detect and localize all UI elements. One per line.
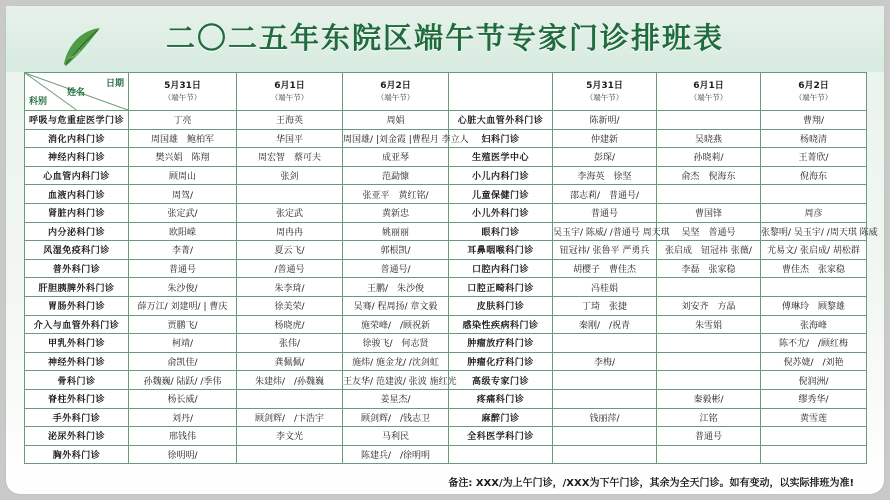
doctor-cell-may31: 周驾/ — [129, 185, 237, 204]
doctor-cell-jun2: 施炜/ 施金龙/ /沈剑虹 — [343, 352, 449, 371]
right-date-3 — [761, 73, 867, 111]
doctor-cell-jun2: 周国雄/ |刘金霞 |曹程月 李立人 — [343, 129, 449, 148]
doctor-cell-jun1: 刘安齐 方晶 — [657, 296, 761, 315]
table-row — [25, 315, 867, 334]
dept-name: 胸外科门诊 — [25, 445, 129, 464]
left-date-2 — [237, 73, 343, 111]
doctor-cell-may31: 徐明明/ — [129, 445, 237, 464]
doctor-cell-jun2: 王友华/ 范建波/ 张波 施红光 — [343, 371, 449, 390]
doctor-cell-jun2: 曹佳杰 张家稳 — [761, 259, 867, 278]
doctor-cell-jun1: 俞杰 倪海东 — [657, 166, 761, 185]
dept-name: 心血管内科门诊 — [25, 166, 129, 185]
table-row — [25, 352, 867, 371]
doctor-cell-jun2: 徐骏飞/ 何志贤 — [343, 334, 449, 353]
doctor-cell-may31: 钮冠祎/ 张鲁平 严勇兵 — [553, 241, 657, 260]
date-label: 6月2日 — [380, 81, 411, 91]
table-row — [25, 129, 867, 148]
table-row — [25, 166, 867, 185]
table-row — [25, 203, 867, 222]
doctor-cell-jun1: 王海英 — [237, 111, 343, 130]
date-sub: （端午节） — [794, 93, 833, 102]
dept-name: 肿瘤放疗科门诊 — [449, 334, 553, 353]
dept-name: 耳鼻咽喉科门诊 — [449, 241, 553, 260]
date-label: 6月1日 — [693, 81, 724, 91]
doctor-cell-jun1: 华国平 — [237, 129, 343, 148]
doctor-cell-jun2: 黄新忠 — [343, 203, 449, 222]
doctor-cell-jun2: 张黎明/ 吴玉宇/ /周天琪 陈威 — [761, 222, 867, 241]
doctor-cell-jun1: 张伟/ — [237, 334, 343, 353]
doctor-cell-may31: 薛万江/ 刘建明/ | 曹庆 — [129, 296, 237, 315]
doctor-cell-may31: 秦刚/ /祝青 — [553, 315, 657, 334]
dept-name: 肾脏内科门诊 — [25, 203, 129, 222]
doctor-cell-may31: 刘丹/ — [129, 408, 237, 427]
left-date-3 — [343, 73, 449, 111]
date-sub: （端午节） — [376, 93, 415, 102]
dept-name — [449, 445, 553, 464]
dept-name: 神经外科门诊 — [25, 352, 129, 371]
corner-dept-label: 科别 — [29, 97, 48, 107]
doctor-cell-jun1: 顾剑辉/ /卞浩宇 — [237, 408, 343, 427]
dept-name: 脊柱外科门诊 — [25, 389, 129, 408]
doctor-cell-jun1: 普通号 — [657, 427, 761, 446]
left-date-1 — [129, 73, 237, 111]
doctor-cell-may31: 李海英 徐坚 — [553, 166, 657, 185]
doctor-cell-jun1: 江铭 — [657, 408, 761, 427]
dept-name: 骨科门诊 — [25, 371, 129, 390]
doctor-cell-may31: 丁亮 — [129, 111, 237, 130]
table-row — [25, 334, 867, 353]
footnote — [6, 474, 854, 489]
doctor-cell-jun1 — [657, 445, 761, 464]
doctor-cell-jun1: 秦毅彬/ — [657, 389, 761, 408]
footnote-text: XXX/为上午门诊，/XXX为下午门诊，其余为全天门诊。如有变动，以实际排班为准! — [475, 478, 854, 489]
doctor-cell-jun1: 朱雪娟 — [657, 315, 761, 334]
doctor-cell-jun2: 黄雪莲 — [761, 408, 867, 427]
doctor-cell-jun1: 李文光 — [237, 427, 343, 446]
doctor-cell-jun1: 周冉冉 — [237, 222, 343, 241]
doctor-cell-may31: 俞凯佳/ — [129, 352, 237, 371]
doctor-cell-jun2: 王菁欣/ — [761, 148, 867, 167]
table-row — [25, 445, 867, 464]
doctor-cell-jun2: 顾剑辉/ /钱志卫 — [343, 408, 449, 427]
doctor-cell-jun2 — [761, 278, 867, 297]
table-row — [25, 389, 867, 408]
corner-name-label: 姓名 — [67, 88, 86, 98]
doctor-cell-jun2: 倪海东 — [761, 166, 867, 185]
doctor-cell-may31: 彭琛/ — [553, 148, 657, 167]
doctor-cell-jun2 — [761, 427, 867, 446]
dept-name: 呼吸与危重症医学门诊 — [25, 111, 129, 130]
doctor-cell-jun1: /普通号 — [237, 259, 343, 278]
right-date-1 — [553, 73, 657, 111]
doctor-cell-may31 — [553, 389, 657, 408]
doctor-cell-may31 — [553, 445, 657, 464]
doctor-cell-may31: 胡樱子 曹佳杰 — [553, 259, 657, 278]
dept-name: 皮肤科门诊 — [449, 296, 553, 315]
doctor-cell-jun1: 朱李琦/ — [237, 278, 343, 297]
dept-name: 小儿内科门诊 — [449, 166, 553, 185]
doctor-cell-jun1 — [657, 111, 761, 130]
doctor-cell-jun2: 尤易文/ 张启成/ 胡松群 — [761, 241, 867, 260]
doctor-cell-jun2: 郭根凯/ — [343, 241, 449, 260]
doctor-cell-may31: 丁琦 张捷 — [553, 296, 657, 315]
doctor-cell-may31: 邢钱伟 — [129, 427, 237, 446]
dept-name: 口腔正畸科门诊 — [449, 278, 553, 297]
dept-name: 肝胆胰脾外科门诊 — [25, 278, 129, 297]
dept-name: 消化内科门诊 — [25, 129, 129, 148]
doctor-cell-jun2: 马利民 — [343, 427, 449, 446]
doctor-cell-may31: 李菁/ — [129, 241, 237, 260]
dept-name: 肿瘤化疗科门诊 — [449, 352, 553, 371]
table-row — [25, 148, 867, 167]
doctor-cell-jun2: 倪苏婕/ /刘艳 — [761, 352, 867, 371]
table-row — [25, 259, 867, 278]
dept-name: 手外科门诊 — [25, 408, 129, 427]
doctor-cell-jun2: 傅琳玲 顾黎雄 — [761, 296, 867, 315]
doctor-cell-jun1 — [237, 389, 343, 408]
schedule-board — [6, 6, 884, 494]
doctor-cell-jun1 — [657, 352, 761, 371]
doctor-cell-may31: 陈新明/ — [553, 111, 657, 130]
doctor-cell-jun1 — [237, 185, 343, 204]
doctor-cell-may31: 张定武/ — [129, 203, 237, 222]
doctor-cell-jun2: 姜星杰/ — [343, 389, 449, 408]
dept-name: 口腔内科门诊 — [449, 259, 553, 278]
header-banner — [6, 6, 884, 72]
table-row — [25, 296, 867, 315]
doctor-cell-jun2: 张亚平 黄红铭/ — [343, 185, 449, 204]
dept-name: 神经内科门诊 — [25, 148, 129, 167]
table-row — [25, 185, 867, 204]
doctor-cell-jun2: 周彦 — [761, 203, 867, 222]
doctor-cell-jun2: 张海峰 — [761, 315, 867, 334]
doctor-cell-may31: 孙魏巍/ 陆跃/ /季伟 — [129, 371, 237, 390]
footnote-label: 备注: — [448, 478, 476, 489]
doctor-cell-jun2: 陈不尤/ /顾红梅 — [761, 334, 867, 353]
doctor-cell-may31: 杨长威/ — [129, 389, 237, 408]
doctor-cell-jun1: 李磊 张家稳 — [657, 259, 761, 278]
doctor-cell-may31 — [553, 371, 657, 390]
doctor-cell-jun1: 周宏智 蔡可夫 — [237, 148, 343, 167]
dept-name: 儿童保健门诊 — [449, 185, 553, 204]
date-sub: （端午节） — [163, 93, 202, 102]
date-sub: （端午节） — [585, 93, 624, 102]
doctor-cell-jun2: 王鹏/ 朱沙俊 — [343, 278, 449, 297]
doctor-cell-jun2: 倪润洲/ — [761, 371, 867, 390]
doctor-cell-jun2: 施荣峰/ /顾祝新 — [343, 315, 449, 334]
doctor-cell-jun2: 陈建兵/ /徐明明 — [343, 445, 449, 464]
dept-name: 胃肠外科门诊 — [25, 296, 129, 315]
doctor-cell-jun2: 普通号/ — [343, 259, 449, 278]
doctor-cell-may31: 普通号 — [553, 203, 657, 222]
doctor-cell-jun2: 杨晓清 — [761, 129, 867, 148]
doctor-cell-may31 — [553, 334, 657, 353]
dept-name: 疼痛科门诊 — [449, 389, 553, 408]
right-date-2 — [657, 73, 761, 111]
table-row — [25, 278, 867, 297]
dept-name: 风湿免疫科门诊 — [25, 241, 129, 260]
doctor-cell-jun1: 吴坚 普通号 — [657, 222, 761, 241]
date-label: 5月31日 — [586, 81, 623, 91]
doctor-cell-may31: 仲建新 — [553, 129, 657, 148]
dept-name: 心脏大血管外科门诊 — [449, 111, 553, 130]
dept-name: 眼科门诊 — [449, 222, 553, 241]
doctor-cell-jun1: 张启成 钮冠祎 张薇/ — [657, 241, 761, 260]
doctor-cell-jun1: 张剑 — [237, 166, 343, 185]
doctor-cell-jun1: 孙晓莉/ — [657, 148, 761, 167]
dept-name: 普外科门诊 — [25, 259, 129, 278]
doctor-cell-jun1: 杨晓虎/ — [237, 315, 343, 334]
table-row — [25, 241, 867, 260]
doctor-cell-jun2: 成亚琴 — [343, 148, 449, 167]
doctor-cell-jun2 — [761, 445, 867, 464]
dept-name: 血液内科门诊 — [25, 185, 129, 204]
doctor-cell-jun1: 张定武 — [237, 203, 343, 222]
doctor-cell-may31: 李梅/ — [553, 352, 657, 371]
doctor-cell-jun2: 缪秀华/ — [761, 389, 867, 408]
date-sub: （端午节） — [689, 93, 728, 102]
doctor-cell-jun1 — [657, 334, 761, 353]
header-row — [25, 73, 867, 111]
doctor-cell-jun1: 夏云飞/ — [237, 241, 343, 260]
table-row — [25, 408, 867, 427]
doctor-cell-may31: 钱丽萍/ — [553, 408, 657, 427]
doctor-cell-may31: 柯靖/ — [129, 334, 237, 353]
doctor-cell-jun1: 吴晓燕 — [657, 129, 761, 148]
doctor-cell-may31: 周国雄 鲍柏军 — [129, 129, 237, 148]
table-row — [25, 427, 867, 446]
dept-name: 介入与血管外科门诊 — [25, 315, 129, 334]
right-corner-cell — [449, 73, 553, 111]
page-title: 二〇二五年东院区端午节专家门诊排班表 — [165, 21, 724, 55]
date-label: 6月1日 — [274, 81, 305, 91]
table-row — [25, 371, 867, 390]
doctor-cell-may31 — [553, 427, 657, 446]
doctor-cell-may31: 顾周山 — [129, 166, 237, 185]
doctor-cell-jun1 — [657, 371, 761, 390]
doctor-cell-jun2 — [761, 185, 867, 204]
doctor-cell-jun2: 范勐慷 — [343, 166, 449, 185]
table-row — [25, 111, 867, 130]
doctor-cell-may31: 樊兴娟 陈翔 — [129, 148, 237, 167]
doctor-cell-may31: 欧阳嵘 — [129, 222, 237, 241]
doctor-cell-jun1 — [657, 185, 761, 204]
dept-name: 生殖医学中心 — [449, 148, 553, 167]
schedule-table — [24, 72, 878, 464]
doctor-cell-jun1 — [657, 278, 761, 297]
table-row — [25, 222, 867, 241]
dept-name: 高级专家门诊 — [449, 371, 553, 390]
corner-date-label: 日期 — [105, 79, 124, 89]
dept-name: 泌尿外科门诊 — [25, 427, 129, 446]
doctor-cell-may31: 贾鹏飞/ — [129, 315, 237, 334]
dept-name: 感染性疾病科门诊 — [449, 315, 553, 334]
doctor-cell-may31: 吴玉宇/ 陈威/ /普通号 周天琪 — [553, 222, 657, 241]
doctor-cell-jun1 — [237, 445, 343, 464]
doctor-cell-jun2: 姚丽丽 — [343, 222, 449, 241]
dept-name: 内分泌科门诊 — [25, 222, 129, 241]
doctor-cell-jun2: 曹翔/ — [761, 111, 867, 130]
dept-name: 小儿外科门诊 — [449, 203, 553, 222]
dept-name: 麻醉门诊 — [449, 408, 553, 427]
doctor-cell-may31: 冯桂娟 — [553, 278, 657, 297]
doctor-cell-jun2: 周娟 — [343, 111, 449, 130]
doctor-cell-may31: 普通号 — [129, 259, 237, 278]
date-label: 6月2日 — [798, 81, 829, 91]
corner-cell — [25, 73, 129, 111]
doctor-cell-jun1: 曹国锋 — [657, 203, 761, 222]
doctor-cell-jun1: 徐美荣/ — [237, 296, 343, 315]
dept-name: 全科医学科门诊 — [449, 427, 553, 446]
dept-name: 甲乳外科门诊 — [25, 334, 129, 353]
date-sub: （端午节） — [270, 93, 309, 102]
doctor-cell-may31: 邵志莉/ 普通号/ — [553, 185, 657, 204]
dept-name: 妇科门诊 — [449, 129, 553, 148]
date-label: 5月31日 — [164, 81, 201, 91]
doctor-cell-jun1: 朱建炜/ /孙魏巍 — [237, 371, 343, 390]
doctor-cell-jun2: 吴骞/ 程周扬/ 章文毅 — [343, 296, 449, 315]
doctor-cell-may31: 朱沙俊/ — [129, 278, 237, 297]
doctor-cell-jun1: 龚佩佩/ — [237, 352, 343, 371]
